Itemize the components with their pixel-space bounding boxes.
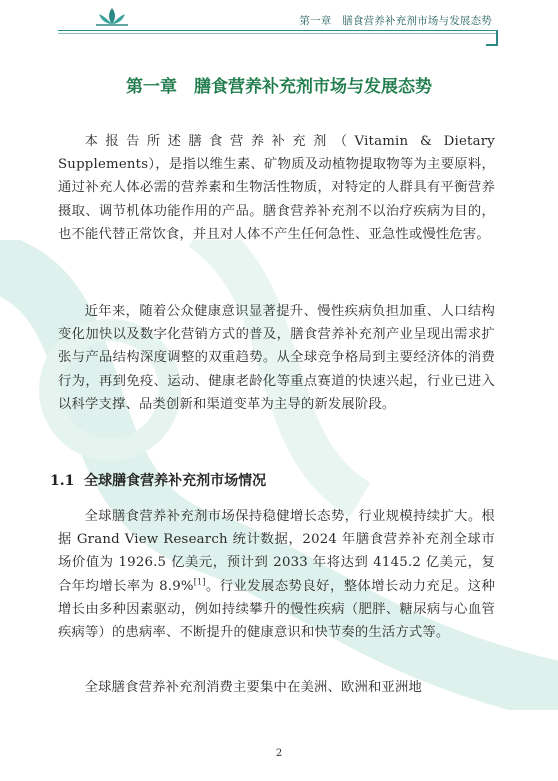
paragraph-trends: 近年来，随着公众健康意识显著提升、慢性疾病负担加重、人口结构变化加快以及数字化营销方式的普及，膳食营养补充剂产业呈现出需求扩张与产品结构深度调整的双重趋势。从全球竞争格局到主要经济体的消费行为，再到免疫、运动、健康老龄化等重点赛道的快速兴起，行业已进入以科学支撑、品类创新和渠道变革为主导的新发展阶段。 xyxy=(58,304,495,412)
header-rule xyxy=(58,30,496,31)
chapter-title: 第一章 膳食营养补充剂市场与发展态势 xyxy=(126,77,432,97)
section-heading xyxy=(50,470,266,490)
header-rule-secondary xyxy=(58,33,496,34)
paragraph-regions: 全球膳食营养补充剂消费主要集中在美洲、欧洲和亚洲地 xyxy=(84,680,423,695)
citation-ref[interactable]: [1] xyxy=(193,577,206,587)
paragraph-market-size xyxy=(58,505,495,644)
header-corner-ornament xyxy=(486,30,498,46)
paragraph-definition: 本报告所述膳食营养补充剂（Vitamin & Dietary Supplements），是指以维生素、矿物质及动植物提取物等为主要原料，通过补充人体必需的营养素和生物活性物质，对特定的人群具有平衡营养摄取、调节机体功能作用的产品。膳食营养补充剂不以治疗疾病为目的，也不能代替正常饮食，并且对人体不产生任何急性、亚急性或慢性危害。 xyxy=(58,134,495,242)
page-number: 2 xyxy=(275,748,283,759)
market-size-text-cont: 。行业发展态势良好，整体增长动力充足。这种增长由多种因素驱动，例如持续攀升的慢性疾病（肥胖、糖尿病与心血管疾病等）的患病率、不断提升的健康意识和快节奏的生活方式等。 xyxy=(58,578,495,641)
running-header: 第一章 膳食营养补充剂市场与发展态势 xyxy=(299,15,492,27)
section-title: 全球膳食营养补充剂市场情况 xyxy=(84,473,267,489)
market-size-text: 全球膳食营养补充剂市场保持稳健增长态势，行业规模持续扩大。根据 Grand View Research 统计数据，2024 年膳食营养补充剂全球市场价值为 1926.5 亿美元，预计到 2033 年将达到 4145.2 亿美元，复合年均增长率为 8.9% xyxy=(58,509,495,594)
section-number: 1.1 xyxy=(50,473,75,489)
lotus-logo-icon xyxy=(95,6,129,28)
